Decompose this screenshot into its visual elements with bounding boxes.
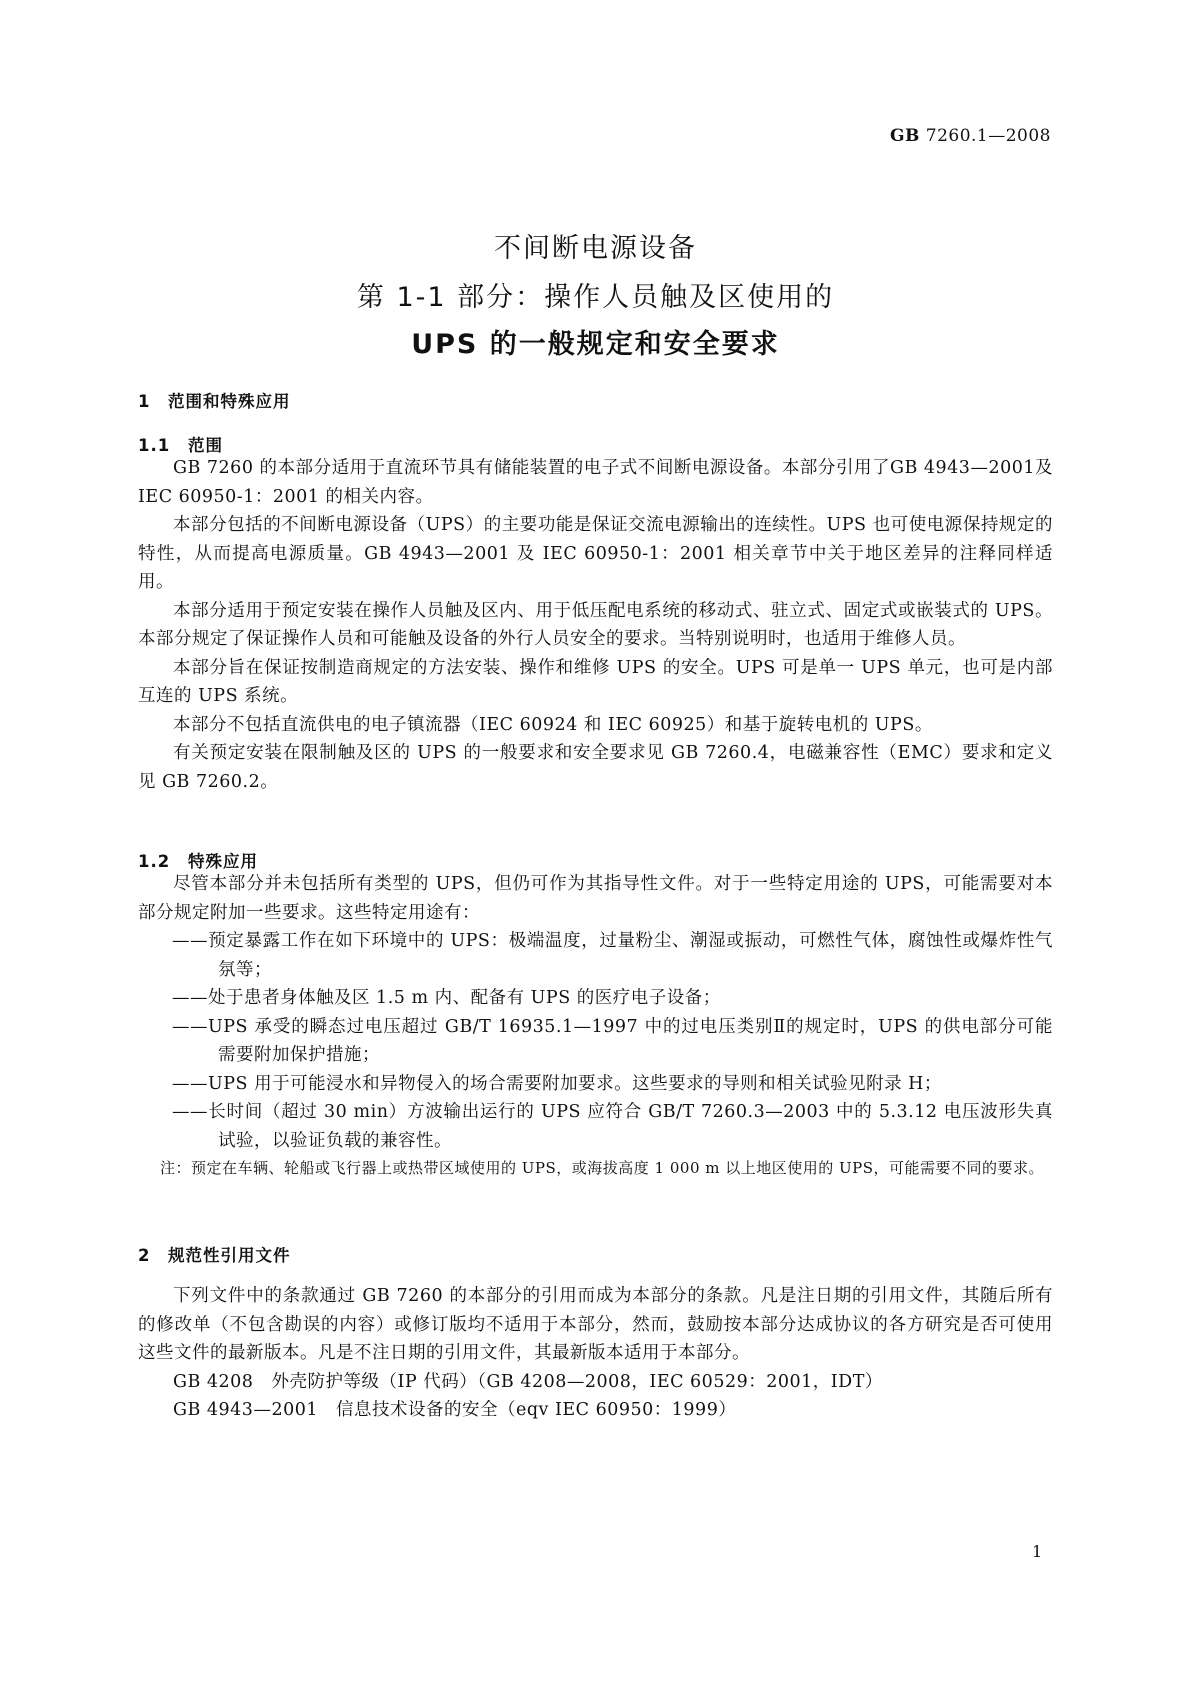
- paragraph: 本部分包括的不间断电源设备（UPS）的主要功能是保证交流电源输出的连续性。UPS 也可使电源保持规定的特性，从而提高电源质量。GB 4943—2001 及 IEC 60950-1：2001 相关章节中关于地区差异的注释同样适用。: [138, 515, 1053, 592]
- paragraph: 本部分旨在保证按制造商规定的方法安装、操作和维修 UPS 的安全。UPS 可是单一 UPS 单元，也可是内部互连的 UPS 系统。: [138, 657, 1053, 706]
- section-1-2-heading: [138, 848, 258, 872]
- paragraph: 尽管本部分并未包括所有类型的 UPS，但仍可作为其指导性文件。对于一些特定用途的 UPS，可能需要对本部分规定附加一些要求。这些特定用途有：: [138, 874, 1053, 923]
- title-line-2: 第 1-1 部分：操作人员触及区使用的: [356, 282, 835, 313]
- section-number: 1.2: [138, 852, 171, 871]
- paragraph: GB 7260 的本部分适用于直流环节具有储能装置的电子式不间断电源设备。本部分引用了GB 4943—2001及 IEC 60950-1：2001 的相关内容。: [138, 458, 1053, 507]
- reference-item: GB 4208 外壳防护等级（IP 代码）（GB 4208—2008，IEC 60529：2001，IDT）: [173, 1371, 883, 1392]
- list-item: ——处于患者身体触及区 1.5 m 内、配备有 UPS 的医疗电子设备；: [172, 988, 721, 1008]
- section-number: 1: [138, 392, 151, 411]
- standard-code: 7260.1—2008: [925, 126, 1051, 146]
- section-title: 规范性引用文件: [168, 1246, 291, 1265]
- paragraph: 下列文件中的条款通过 GB 7260 的本部分的引用而成为本部分的条款。凡是注日期的引用文件，其随后所有的修改单（不包含勘误的内容）或修订版均不适用于本部分，然而，鼓励按本部分达成协议的各方研究是否可使用这些文件的最新版本。凡是不注日期的引用文件，其最新版本适用于本部分。: [138, 1286, 1053, 1363]
- section-number: 2: [138, 1246, 151, 1265]
- section-1-heading: [138, 388, 291, 412]
- reference-item: GB 4943—2001 信息技术设备的安全（eqv IEC 60950：1999）: [173, 1400, 737, 1420]
- section-1-1-body: [138, 454, 1053, 796]
- section-2-body: [138, 1282, 1053, 1425]
- standard-number: [890, 126, 1051, 146]
- list-item: ——长时间（超过 30 min）方波输出运行的 UPS 应符合 GB/T 7260.3—2003 中的 5.3.12 电压波形失真试验，以验证负载的兼容性。: [172, 1102, 1053, 1151]
- section-1-2-body: [138, 870, 1053, 1181]
- paragraph: 有关预定安装在限制触及区的 UPS 的一般要求和安全要求见 GB 7260.4，电磁兼容性（EMC）要求和定义见 GB 7260.2。: [138, 743, 1053, 792]
- section-number: 1.1: [138, 436, 171, 455]
- section-2-heading: [138, 1242, 291, 1266]
- section-1-1-heading: [138, 432, 223, 456]
- standard-prefix: GB: [889, 126, 920, 146]
- title-line-3: UPS 的一般规定和安全要求: [411, 329, 780, 360]
- section-title: 特殊应用: [188, 852, 258, 871]
- section-title: 范围: [188, 436, 223, 455]
- title-line-1: 不间断电源设备: [494, 233, 697, 264]
- list-item: ——预定暴露工作在如下环境中的 UPS：极端温度，过量粉尘、潮湿或振动，可燃性气体，腐蚀性或爆炸性气氛等；: [172, 931, 1053, 980]
- page-number: 1: [1032, 1542, 1043, 1561]
- section-title: 范围和特殊应用: [168, 392, 291, 411]
- paragraph: 本部分不包括直流供电的电子镇流器（IEC 60924 和 IEC 60925）和基于旋转电机的 UPS。: [173, 714, 933, 735]
- list-item: ——UPS 用于可能浸水和异物侵入的场合需要附加要求。这些要求的导则和相关试验见附录 H；: [172, 1073, 942, 1094]
- note: 注：预定在车辆、轮船或飞行器上或热带区域使用的 UPS，或海拔高度 1 000 m 以上地区使用的 UPS，可能需要不同的要求。: [160, 1159, 1045, 1177]
- paragraph: 本部分适用于预定安装在操作人员触及区内、用于低压配电系统的移动式、驻立式、固定式或嵌装式的 UPS。本部分规定了保证操作人员和可能触及设备的外行人员安全的要求。当特别说明时，也适用于维修人员。: [138, 600, 1053, 649]
- list-item: ——UPS 承受的瞬态过电压超过 GB/T 16935.1—1997 中的过电压类别Ⅱ的规定时，UPS 的供电部分可能需要附加保护措施；: [172, 1016, 1053, 1065]
